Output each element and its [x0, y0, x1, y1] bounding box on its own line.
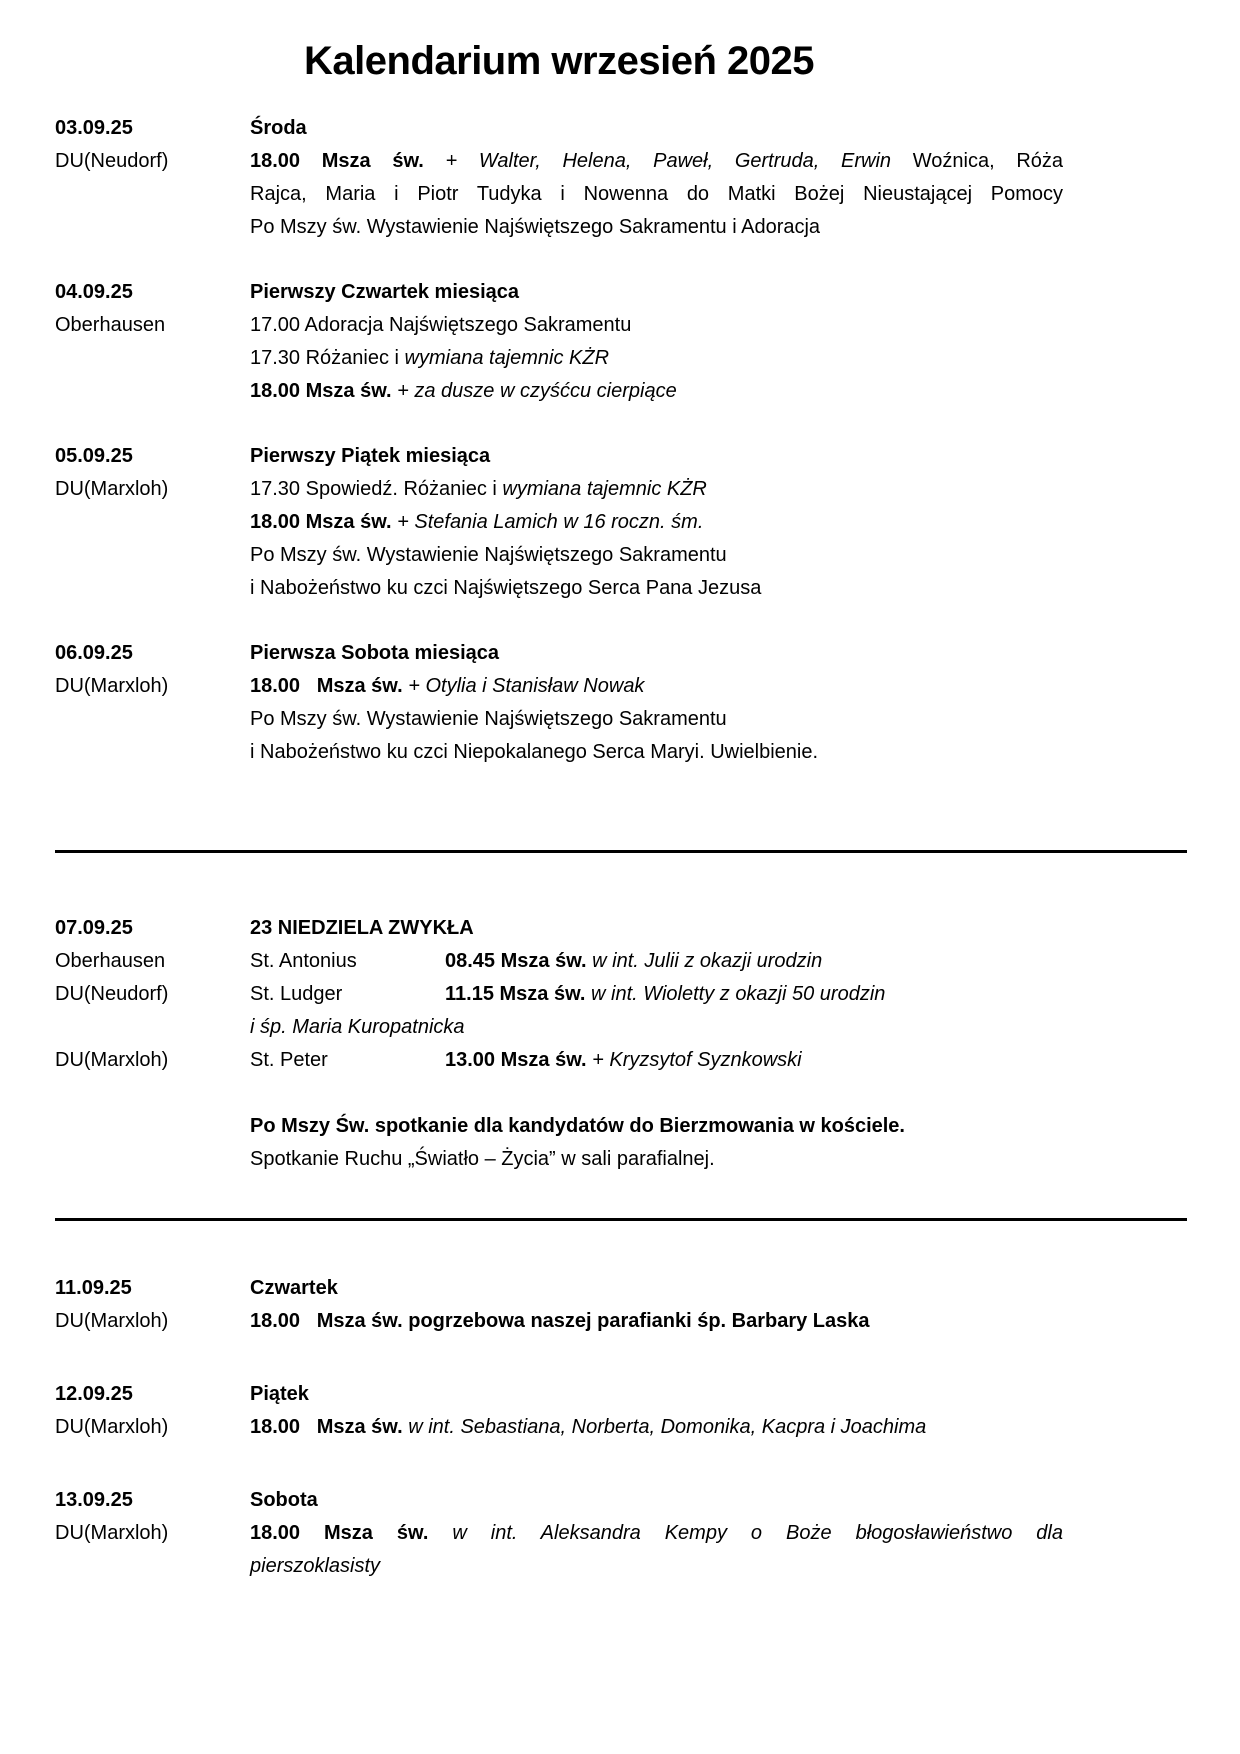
entry-content — [250, 1484, 1063, 1583]
entry-location: DU(Marxloh) — [55, 1310, 169, 1332]
text-run: Czwartek — [250, 1277, 338, 1299]
text-run: Spotkanie Ruchu „Światło – Życia” w sali parafialnej. — [250, 1148, 715, 1170]
entry-line — [250, 1517, 1063, 1550]
entry-line — [250, 1077, 1063, 1110]
calendar-body — [55, 112, 1063, 1623]
entry-date: 05.09.25 — [55, 445, 133, 467]
entry-date-column — [55, 637, 250, 769]
entry-line — [250, 506, 1063, 539]
entry-line — [250, 1411, 1063, 1444]
text-run: pierszoklasisty — [250, 1555, 381, 1577]
text-run: Woźnica, Róża — [912, 150, 1064, 172]
text-run: Po Mszy Św. spotkanie dla kandydatów do Bierzmowania w kościele. — [250, 1115, 905, 1137]
entry-line — [250, 945, 1063, 978]
entry-location: DU(Marxloh) — [55, 1049, 169, 1071]
entry-date-column — [55, 912, 250, 1176]
entry-date: 06.09.25 — [55, 642, 133, 664]
entry-date-column — [55, 1484, 250, 1583]
entry-line — [250, 703, 1063, 736]
entry-line — [250, 309, 1063, 342]
entry-location: Oberhausen — [55, 314, 166, 336]
text-run: 13.00 Msza św. — [445, 1049, 593, 1071]
text-run: 17.30 Różaniec i — [250, 347, 405, 369]
church-name: St. Peter — [250, 1049, 328, 1071]
text-run: + Walter, Helena, Paweł, Gertruda, Erwin — [445, 150, 913, 172]
text-run: 18.00 Msza św. — [250, 1522, 453, 1544]
calendar-entry — [55, 1378, 1063, 1444]
page-title: Kalendarium wrzesień 2025 — [304, 39, 814, 83]
calendar-entry — [55, 637, 1063, 769]
entry-content — [250, 912, 1063, 1176]
calendar-entry — [55, 276, 1063, 408]
entry-content — [250, 112, 1063, 244]
text-run: w int. Sebastiana, Norberta, Domonika, Kacpra i Joachima — [408, 1416, 927, 1438]
entry-location: DU(Marxloh) — [55, 478, 169, 500]
text-run: 23 NIEDZIELA ZWYKŁA — [250, 917, 474, 939]
entry-date: 12.09.25 — [55, 1383, 133, 1405]
text-run: 17.00 Adoracja Najświętszego Sakramentu — [250, 314, 632, 336]
text-run: Piątek — [250, 1383, 309, 1405]
text-run: wymiana tajemnic KŻR — [502, 478, 707, 500]
entry-line — [250, 1044, 1063, 1077]
entry-line — [250, 211, 1063, 244]
text-run: w int. Wioletty z okazji 50 urodzin — [591, 983, 886, 1005]
text-run: Środa — [250, 117, 307, 139]
entry-line — [250, 637, 1063, 670]
text-run: 18.00 Msza św. pogrzebowa naszej parafianki śp. Barbary Laska — [250, 1310, 870, 1332]
text-run: Po Mszy św. Wystawienie Najświętszego Sakramentu i Adoracja — [250, 216, 821, 238]
text-run: + Otylia i Stanisław Nowak — [408, 675, 645, 697]
text-run: 18.00 Msza św. — [250, 511, 398, 533]
entry-content — [250, 637, 1063, 769]
text-run: wymiana tajemnic KŻR — [404, 347, 610, 369]
entry-line — [250, 112, 1063, 145]
entry-content — [250, 440, 1063, 605]
entry-date: 13.09.25 — [55, 1489, 133, 1511]
text-run: i Nabożeństwo ku czci Najświętszego Serca Pana Jezusa — [250, 577, 762, 599]
section-divider — [55, 850, 1187, 853]
entry-line — [250, 572, 1063, 605]
text-run: 18.00 Msza św. — [250, 380, 398, 402]
entry-date: 03.09.25 — [55, 117, 133, 139]
text-run: Pierwszy Piątek miesiąca — [250, 445, 491, 467]
entry-line — [250, 912, 1063, 945]
text-run: i śp. Maria Kuropatnicka — [250, 1016, 465, 1038]
text-run: 11.15 Msza św. — [445, 983, 592, 1005]
entry-line — [250, 1484, 1063, 1517]
text-run: Sobota — [250, 1489, 318, 1511]
entry-location: DU(Marxloh) — [55, 1522, 169, 1544]
entry-line — [250, 736, 1063, 769]
text-run: 18.00 Msza św. — [250, 1416, 409, 1438]
calendar-entry — [55, 112, 1063, 244]
section-divider — [55, 1218, 1187, 1221]
entry-line — [250, 539, 1063, 572]
entry-date-column — [55, 276, 250, 408]
entry-line — [250, 145, 1063, 178]
entry-date-column — [55, 1378, 250, 1444]
entry-line — [250, 1110, 1063, 1143]
entry-location: DU(Marxloh) — [55, 1416, 169, 1438]
entry-line — [250, 178, 1063, 211]
text-run: Po Mszy św. Wystawienie Najświętszego Sakramentu — [250, 708, 727, 730]
text-run: 17.30 Spowiedź. Różaniec i — [250, 478, 503, 500]
entry-line — [250, 1011, 1063, 1044]
calendar-entry — [55, 1484, 1063, 1583]
text-run: + Kryzsytof Syznkowski — [592, 1049, 802, 1071]
entry-line — [250, 375, 1063, 408]
entry-line — [250, 342, 1063, 375]
entry-date: 04.09.25 — [55, 281, 133, 303]
entry-content — [250, 1272, 1063, 1338]
calendar-entry — [55, 440, 1063, 605]
entry-content — [250, 1378, 1063, 1444]
text-run: Rajca, Maria i Piotr Tudyka i Nowenna do Matki Bożej Nieustającej Pomocy — [250, 183, 1063, 205]
text-run: Pierwszy Czwartek miesiąca — [250, 281, 520, 303]
entry-location: DU(Neudorf) — [55, 983, 169, 1005]
entry-location: DU(Neudorf) — [55, 150, 169, 172]
church-name: St. Antonius — [250, 950, 357, 972]
entry-line — [250, 473, 1063, 506]
text-run: 18.00 Msza św. — [250, 150, 446, 172]
church-name: St. Ludger — [250, 983, 343, 1005]
entry-location — [55, 1011, 250, 1044]
text-run: Po Mszy św. Wystawienie Najświętszego Sakramentu — [250, 544, 727, 566]
text-run: 08.45 Msza św. — [445, 950, 593, 972]
entry-content — [250, 276, 1063, 408]
entry-line — [250, 978, 1063, 1011]
entry-line — [250, 1305, 1063, 1338]
calendar-entry — [55, 912, 1063, 1176]
entry-date: 07.09.25 — [55, 917, 133, 939]
text-run: Pierwsza Sobota miesiąca — [250, 642, 500, 664]
entry-location: Oberhausen — [55, 950, 166, 972]
entry-date: 11.09.25 — [55, 1277, 132, 1299]
entry-line — [250, 276, 1063, 309]
entry-line — [250, 1550, 1063, 1583]
entry-line — [250, 1272, 1063, 1305]
entry-location: DU(Marxloh) — [55, 675, 169, 697]
text-run: i Nabożeństwo ku czci Niepokalanego Serca Maryi. Uwielbienie. — [250, 741, 819, 763]
entry-date-column — [55, 112, 250, 244]
calendar-entry — [55, 1272, 1063, 1338]
text-run: w int. Aleksandra Kempy o Boże błogosławieństwo dla — [452, 1522, 1063, 1544]
entry-line — [250, 1143, 1063, 1176]
text-run: + Stefania Lamich w 16 roczn. śm. — [397, 511, 704, 533]
entry-line — [250, 670, 1063, 703]
entry-line — [250, 1378, 1063, 1411]
text-run: 18.00 Msza św. — [250, 675, 409, 697]
entry-line — [250, 440, 1063, 473]
text-run: w int. Julii z okazji urodzin — [592, 950, 823, 972]
entry-date-column — [55, 1272, 250, 1338]
text-run: + za dusze w czyśćcu cierpiące — [397, 380, 677, 402]
entry-date-column — [55, 440, 250, 605]
